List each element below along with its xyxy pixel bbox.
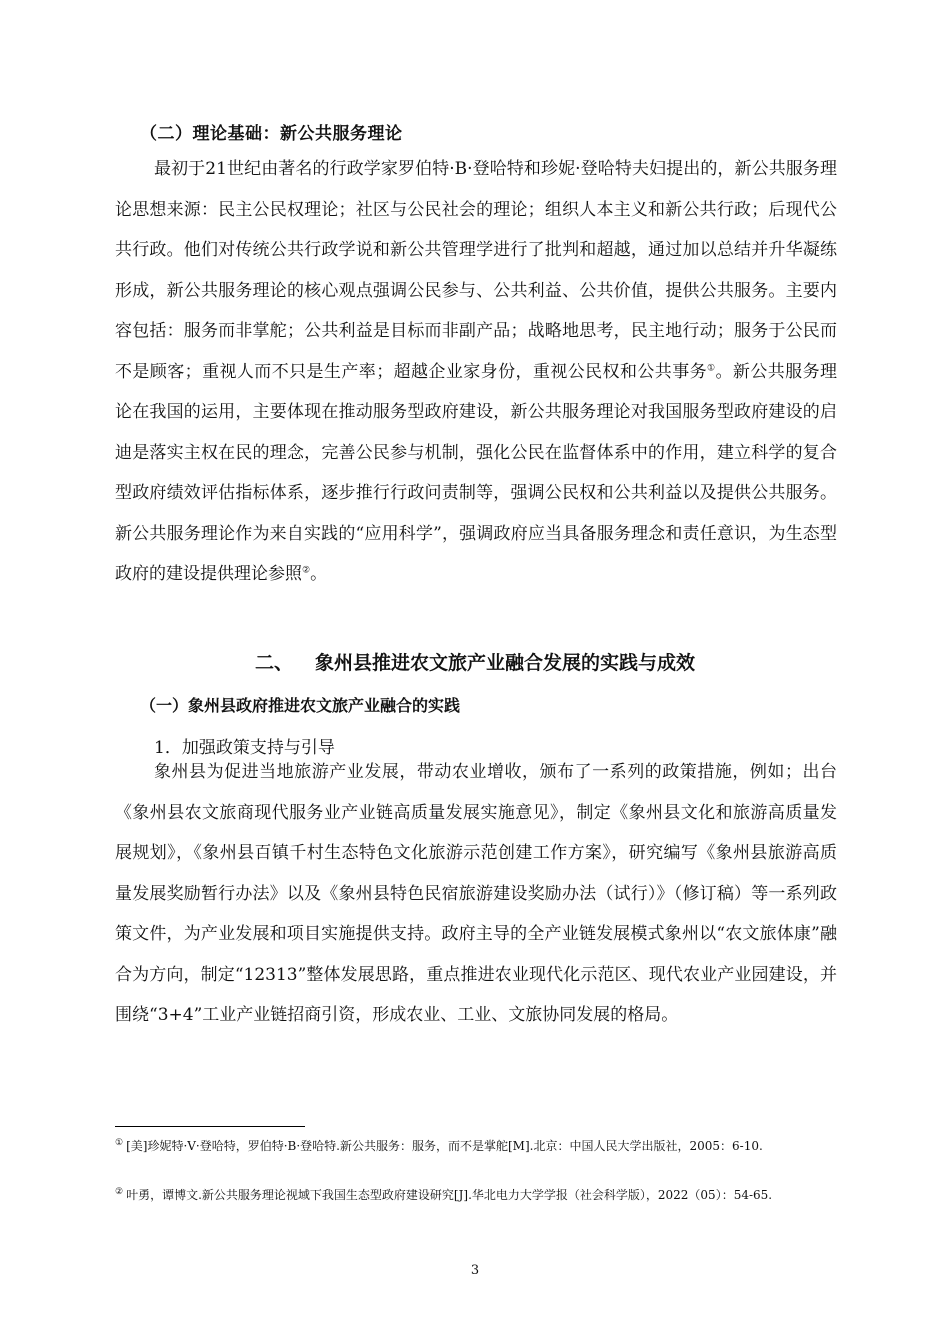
chapter-title: 象州县推进农文旅产业融合发展的实践与成效 [315,652,696,674]
paragraph-theory-text: 最初于21世纪由著名的行政学家罗伯特·B·登哈特和珍妮·登哈特夫妇提出的，新公共服务理论思想来源：民主公民权理论；社区与公民社会的理论；组织人本主义和新公共行政；后现代公共行政。他们对传统公共行政学说和新公共管理学进行了批判和超越，通过加以总结并升华凝练形成，新公共服务理论的核心观点强调公民参与、公共利益、公共价值，提供公共服务。主要内容包括：服务而非掌舵；公共利益是目标而非副产品；战略地思考，民主地行动；服务于公民而不是顾客；重视人而不只是生产率；超越企业家身份，重视公民权和公共事务 [115,159,837,382]
paragraph-theory-end: 。 [310,564,328,584]
footnote-2 [115,1184,837,1206]
paragraph-policy: 象州县为促进当地旅游产业发展，带动农业增收，颁布了一系列的政策措施，例如；出台《象州县农文旅商现代服务业产业链高质量发展实施意见》，制定《象州县文化和旅游高质量发展规划》，《象州县百镇千村生态特色文化旅游示范创建工作方案》，研究编写《象州县旅游高质量发展奖励暂行办法》以及《象州县特色民宿旅游建设奖励办法（试行）》（修订稿）等一系列政策文件，为产业发展和项目实施提供支持。政府主导的全产业链发展模式象州以“农文旅体康”融合为方向，制定“12313”整体发展思路，重点推进农业现代化示范区、现代农业产业园建设，并围绕“3+4”工业产业链招商引资，形成农业、工业、文旅协同发展的格局。 [115,762,837,1025]
footnote-2-text: 叶勇，谭博文.新公共服务理论视域下我国生态型政府建设研究[J].华北电力大学学报（社会科学版），2022（05）：54-65. [126,1188,773,1202]
footnote-divider [115,1126,305,1127]
section-heading-practice: （一）象州县政府推进农文旅产业融合的实践 [140,696,461,715]
paragraph-theory-text-cont: 。新公共服务理论在我国的运用，主要体现在推动服务型政府建设，新公共服务理论对我国服务型政府建设的启迪是落实主权在民的理念，完善公民参与机制，强化公民在监督体系中的作用，建立科学的复合型政府绩效评估指标体系，逐步推行行政问责制等，强调公民权和公共利益以及提供公共服务。新公共服务理论作为来自实践的“应用科学”，强调政府应当具备服务理念和责任意识，为生态型政府的建设提供理论参照 [115,361,837,584]
chapter-number: 二、 [254,652,293,674]
paragraph-theory [115,149,837,595]
footnote-ref-1[interactable]: ① [707,362,716,373]
section-heading-theory: （二）理论基础：新公共服务理论 [140,124,403,144]
footnote-1 [115,1135,837,1157]
item-heading-policy: 1．加强政策支持与引导 [154,738,335,758]
footnote-2-mark: ② [115,1187,124,1197]
footnote-ref-2[interactable]: ② [302,565,311,576]
page-number: 3 [470,1263,480,1278]
chapter-heading [0,648,950,675]
footnote-1-mark: ① [115,1138,124,1148]
footnote-1-text: [美]珍妮特·V·登哈特，罗伯特·B·登哈特.新公共服务：服务，而不是掌舵[M].北京：中国人民大学出版社，2005：6-10. [126,1139,763,1153]
